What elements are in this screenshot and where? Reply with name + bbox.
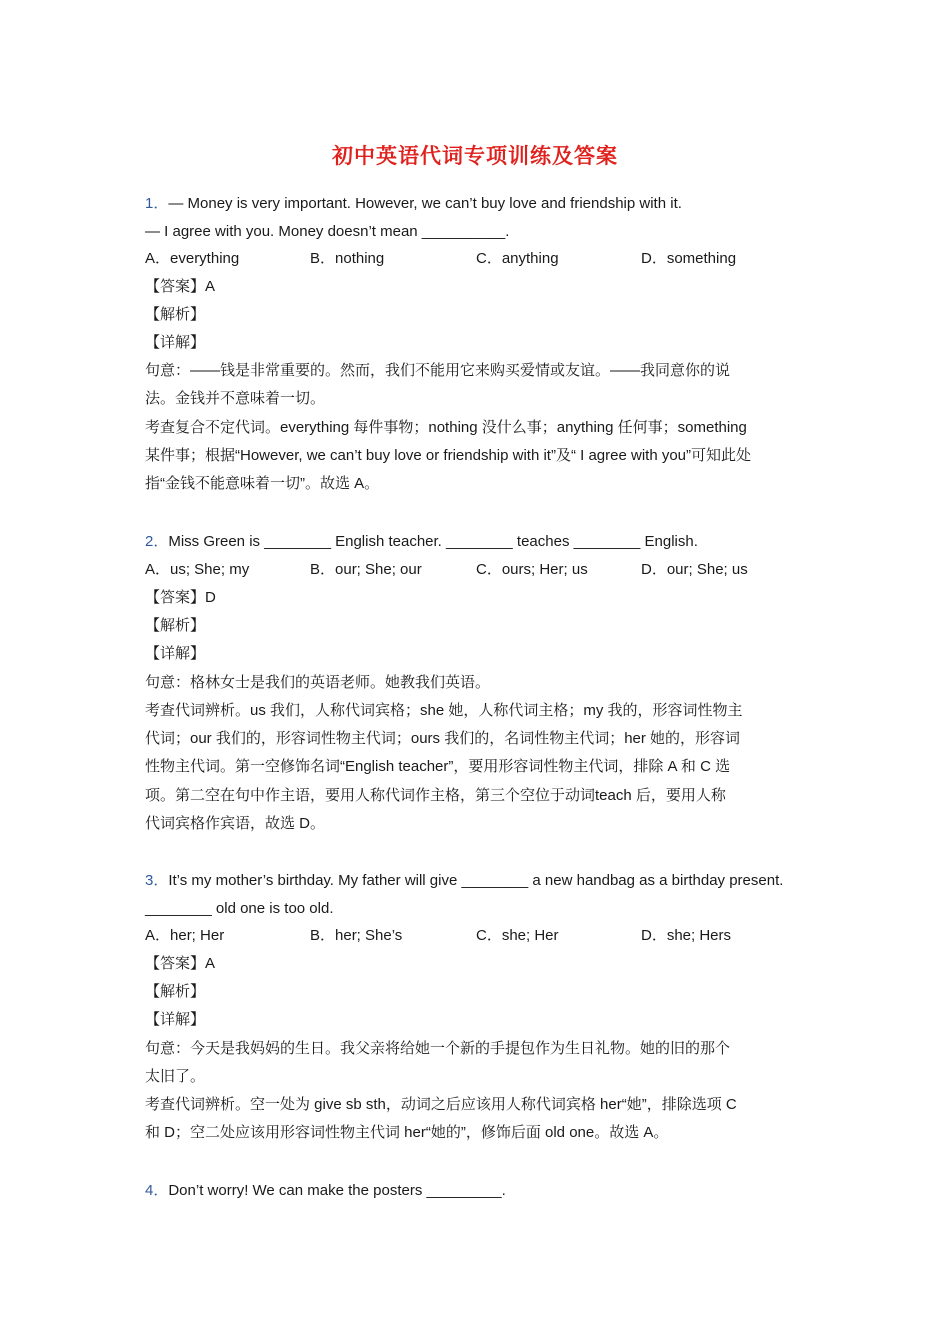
option-a: A．her; Her — [145, 927, 225, 944]
option-b: B．her; She’s — [310, 927, 403, 944]
explanation-line: 代词；our 我们的，形容词性物主代词；ours 我们的，名词性物主代词；her 她的，形容词 — [145, 730, 741, 747]
page-title: 初中英语代词专项训练及答案 — [332, 143, 618, 168]
explanation-line: 考查代词辨析。空一处为 give sb sth，动词之后应该用人称代词宾格 her“她”，排除选项 C — [145, 1096, 737, 1113]
explanation-line: 项。第二空在句中作主语，要用人称代词作主格，第三个空位于动词teach 后，要用人称 — [145, 787, 726, 804]
option-d: D．she; Hers — [641, 927, 732, 944]
explanation-line: 句意：——钱是非常重要的。然而，我们不能用它来购买爱情或友谊。——我同意你的说 — [145, 362, 731, 379]
explanation-line: 代词宾格作宾语，故选 D。 — [145, 815, 326, 832]
question-3-line-1: 3．It’s my mother’s birthday. My father will give ________ a new handbag as a birthday present. — [145, 872, 784, 889]
analysis-label: 【解析】 — [145, 306, 206, 323]
option-c: C．ours; Her; us — [476, 561, 588, 578]
question-1-line-1: 1．— Money is very important. However, we can’t buy love and friendship with it. — [145, 195, 682, 212]
detail-label: 【详解】 — [145, 645, 206, 662]
analysis-label: 【解析】 — [145, 617, 206, 634]
analysis-label: 【解析】 — [145, 983, 206, 1000]
option-c: C．anything — [476, 250, 559, 267]
option-a: A．us; She; my — [145, 561, 250, 578]
option-c: C．she; Her — [476, 927, 559, 944]
question-number: 3． — [145, 872, 169, 889]
option-a: A．everything — [145, 250, 240, 267]
question-4-line-1: 4．Don’t worry! We can make the posters _________. — [145, 1182, 506, 1199]
option-d: D．something — [641, 250, 737, 267]
question-3-line-2: ________ old one is too old. — [145, 900, 334, 917]
explanation-line: 考查复合不定代词。everything 每件事物；nothing 没什么事；anything 任何事；something — [145, 419, 747, 436]
answer-label: 【答案】A — [145, 278, 216, 295]
question-number: 2． — [145, 533, 169, 550]
question-1-line-2: — I agree with you. Money doesn’t mean __________. — [145, 223, 510, 240]
question-number: 4． — [145, 1182, 169, 1199]
detail-label: 【详解】 — [145, 334, 206, 351]
option-d: D．our; She; us — [641, 561, 748, 578]
question-number: 1． — [145, 195, 169, 212]
explanation-line: 指“金钱不能意味着一切”。故选 A。 — [145, 475, 380, 492]
detail-label: 【详解】 — [145, 1011, 206, 1028]
question-2-line-1: 2．Miss Green is ________ English teacher. ________ teaches ________ English. — [145, 533, 698, 550]
option-b: B．our; She; our — [310, 561, 422, 578]
option-b: B．nothing — [310, 250, 385, 267]
explanation-line: 和 D；空二处应该用形容词性物主代词 her“她的”，修饰后面 old one。故选 A。 — [145, 1124, 669, 1141]
explanation-line: 某件事；根据“However, we can’t buy love or friendship with it”及“ I agree with you”可知此处 — [145, 447, 752, 464]
explanation-line: 句意：格林女士是我们的英语老师。她教我们英语。 — [145, 674, 491, 691]
explanation-line: 句意：今天是我妈妈的生日。我父亲将给她一个新的手提包作为生日礼物。她的旧的那个 — [145, 1040, 731, 1057]
explanation-line: 太旧了。 — [145, 1068, 206, 1085]
explanation-line: 性物主代词。第一空修饰名词“English teacher”，要用形容词性物主代词，排除 A 和 C 选 — [145, 758, 731, 775]
answer-label: 【答案】A — [145, 955, 216, 972]
explanation-line: 法。金钱并不意味着一切。 — [145, 390, 326, 407]
explanation-line: 考查代词辨析。us 我们，人称代词宾格；she 她，人称代词主格；my 我的，形容词性物主 — [145, 702, 743, 719]
answer-label: 【答案】D — [145, 589, 216, 606]
